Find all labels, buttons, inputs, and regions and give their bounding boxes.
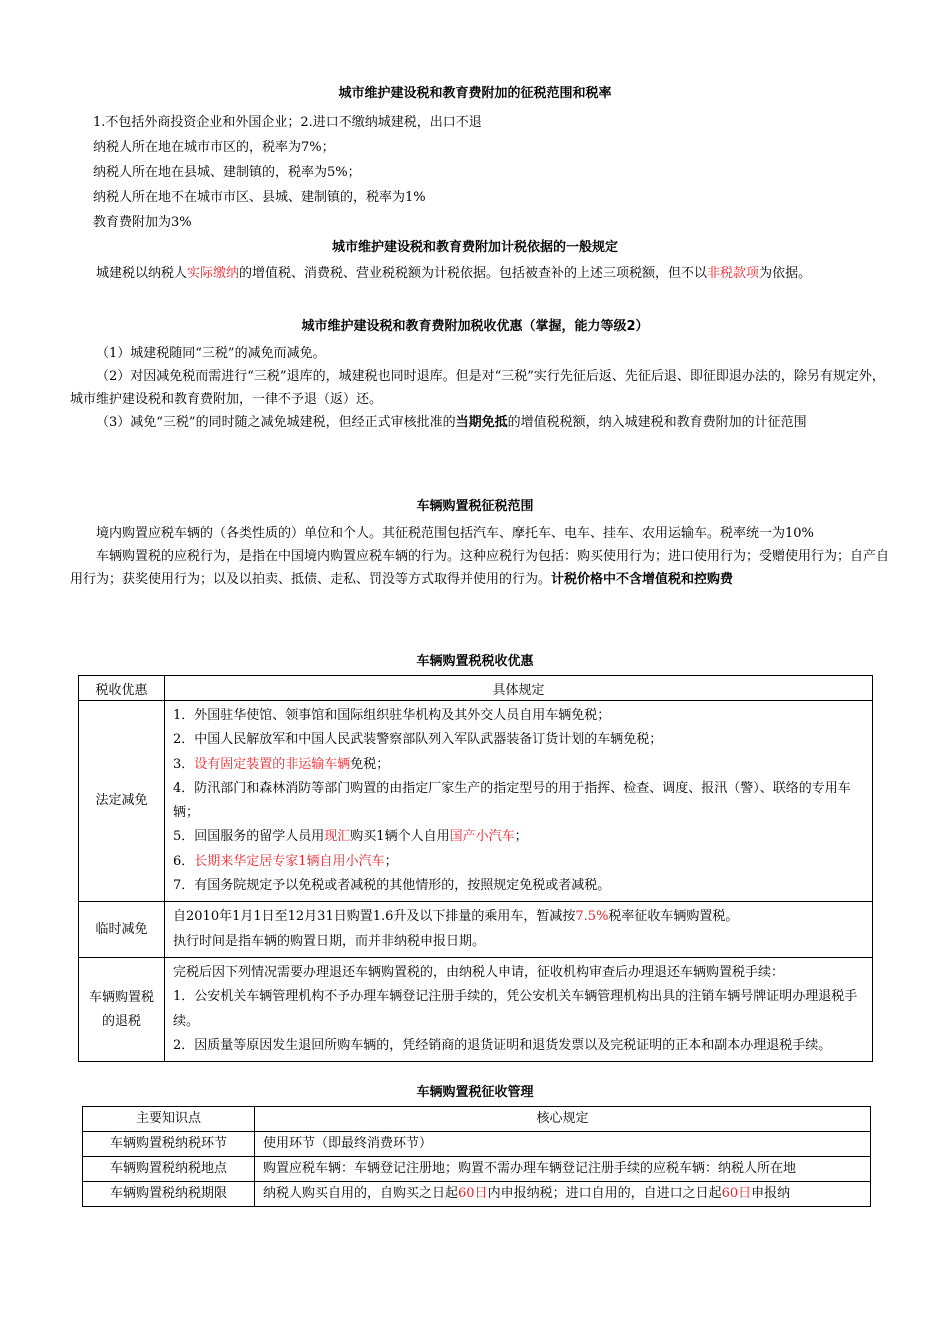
text-segment: 城建税以纳税人 — [96, 266, 188, 281]
section1-line: 纳税人所在地不在城市市区、县城、建制镇的，税率为1% — [93, 190, 426, 205]
rules-cell — [165, 902, 873, 958]
highlight-text: 长期来华定居专家1辆自用小汽车 — [194, 853, 385, 869]
text-segment: 为依据。 — [759, 266, 812, 281]
header-cell: 具体规定 — [165, 676, 873, 701]
text-segment: 使用环节（即最终消费环节） — [263, 1136, 433, 1151]
text-segment: ； — [384, 853, 398, 869]
text-segment: 车辆购置税的应税行为，是指在中国境内购置应税车辆的行为。这种应税行为包括：购买使用行为；进口使用行为；受赠使用行为；自产自用行为；获奖使用行为；以及以拍卖、抵债、走私、罚没等方式取得并使用的行为。 — [70, 549, 890, 587]
section1-line: 1.不包括外商投资企业和外国企业；2.进口不缴纳城建税，出口不退 — [93, 115, 482, 130]
highlight-text: 60日 — [721, 1186, 752, 1201]
rule-item — [173, 850, 864, 874]
section3-items — [70, 342, 890, 434]
text-segment: 申报纳 — [751, 1186, 791, 1201]
section4-title: 车辆购置税征税范围 — [416, 499, 534, 514]
text-segment: 购买1辆个人自用 — [350, 829, 450, 845]
value-cell — [255, 1157, 871, 1182]
text-segment: 执行时间是指车辆的购置日期，而并非纳税申报日期。 — [173, 933, 486, 949]
table-row — [79, 902, 873, 958]
section2-title: 城市维护建设税和教育费附加计税依据的一般规定 — [331, 240, 618, 255]
text-segment: （3）减免“三税”的同时随之减免城建税，但经正式审核批准的 — [96, 415, 456, 430]
table1-title: 车辆购置税税收优惠 — [416, 654, 534, 669]
section3-item — [70, 411, 890, 434]
section1-title: 城市维护建设税和教育费附加的征税范围和税率 — [338, 86, 612, 101]
text-segment: 6． — [173, 853, 195, 869]
rule-item — [173, 961, 864, 985]
text-segment: 5．回国服务的留学人员用 — [173, 829, 325, 845]
rule-item — [173, 704, 864, 728]
text-segment: 的增值税、消费税、营业税税额为计税依据。包括被查补的上述三项税额，但不以 — [239, 266, 708, 281]
text-segment: 完税后因下列情况需要办理退还车辆购置税的，由纳税人申请，征收机构审查后办理退还车辆购置税手续： — [173, 964, 785, 980]
table-row — [79, 957, 873, 1061]
key-cell: 车辆购置税纳税地点 — [83, 1157, 255, 1182]
highlight-text: 实际缴纳 — [187, 266, 240, 281]
highlight-text: 7.5% — [575, 909, 609, 925]
text-segment: 3． — [173, 756, 195, 772]
section2-text — [70, 262, 890, 285]
section4-paragraph — [70, 545, 890, 591]
category-cell: 临时减免 — [79, 902, 165, 958]
text-segment: 内申报纳税；进口自用的，自进口之日起 — [487, 1186, 722, 1201]
category-cell: 车辆购置税的退税 — [79, 957, 165, 1061]
highlight-text: 60日 — [458, 1186, 488, 1201]
rule-item — [173, 1034, 864, 1058]
table-row — [83, 1132, 871, 1157]
table-row — [79, 701, 873, 902]
section3-title: 城市维护建设税和教育费附加税收优惠（掌握，能力等级2） — [301, 319, 649, 334]
tax-incentive-table — [78, 675, 873, 1062]
section1-line: 纳税人所在地在城市市区的，税率为7%； — [93, 140, 335, 155]
text-segment: 2．因质量等原因发生退回所购车辆的，凭经销商的退货证明和退货发票以及完税证明的正本和副本办理退税手续。 — [173, 1037, 832, 1053]
text-segment: 购置应税车辆：车辆登记注册地；购置不需办理车辆登记注册手续的应税车辆：纳税人所在地 — [263, 1161, 797, 1176]
emphasis-text: 当期免抵 — [455, 415, 508, 430]
header-cell: 税收优惠 — [79, 676, 165, 701]
table-row — [83, 1157, 871, 1182]
highlight-text: 设有固定装置的非运输车辆 — [194, 756, 351, 772]
section3-item — [70, 342, 890, 365]
text-segment: 7．有国务院规定予以免税或者减税的其他情形的，按照规定免税或者减税。 — [173, 878, 611, 894]
highlight-text: 国产小汽车 — [449, 829, 515, 845]
category-cell: 法定减免 — [79, 701, 165, 902]
table-header-row — [83, 1107, 871, 1132]
section2-paragraph — [70, 262, 890, 285]
highlight-text: 非税款项 — [707, 266, 760, 281]
text-segment: 2．中国人民解放军和中国人民武装警察部队列入军队武器装备订货计划的车辆免税； — [173, 732, 663, 748]
section3-item — [70, 365, 890, 411]
table2-title: 车辆购置税征收管理 — [416, 1085, 534, 1100]
rule-item — [173, 930, 864, 954]
table-header-row — [79, 676, 873, 701]
key-cell: 车辆购置税纳税环节 — [83, 1132, 255, 1157]
section4-paragraphs — [70, 522, 890, 591]
value-cell — [255, 1182, 871, 1207]
rule-item — [173, 985, 864, 1034]
text-segment: （1）城建税随同“三税”的减免而减免。 — [96, 346, 326, 361]
text-segment: 1．外国驻华使馆、领事馆和国际组织驻华机构及其外交人员自用车辆免税； — [173, 708, 611, 723]
rules-cell — [165, 701, 873, 902]
section4-paragraph — [70, 522, 890, 545]
text-segment: 免税； — [350, 756, 390, 772]
emphasis-text: 计税价格中不含增值税和控购费 — [551, 572, 734, 587]
rule-item — [173, 874, 864, 898]
header-cell: 核心规定 — [255, 1107, 871, 1132]
section1-line: 教育费附加为3% — [93, 215, 192, 230]
highlight-text: 现汇 — [324, 829, 351, 845]
text-segment: ； — [514, 829, 528, 845]
text-segment: 自2010年1月1日至12月31日购置1.6升及以下排量的乘用车，暂减按 — [173, 909, 576, 925]
text-segment: 的增值税税额，纳入城建税和教育费附加的计征范围 — [507, 415, 807, 430]
text-segment: 纳税人购买自用的，自购买之日起 — [263, 1186, 459, 1201]
rule-item — [173, 905, 864, 929]
key-cell: 车辆购置税纳税期限 — [83, 1182, 255, 1207]
collection-management-table — [82, 1106, 871, 1207]
rule-item — [173, 777, 864, 826]
rule-item — [173, 825, 864, 849]
rule-item — [173, 753, 864, 777]
rules-cell — [165, 957, 873, 1061]
text-segment: （2）对因减免税而需进行“三税”退库的，城建税也同时退库。但是对“三税”实行先征后返、先征后退、即征即退办法的，除另有规定外，城市维护建设税和教育费附加，一律不予退（返）还。 — [70, 369, 885, 407]
value-cell — [255, 1132, 871, 1157]
text-segment: 税率征收车辆购置税。 — [608, 909, 739, 925]
text-segment: 1．公安机关车辆管理机构不予办理车辆登记注册手续的，凭公安机关车辆管理机构出具的注销车辆号牌证明办理退税手续。 — [173, 989, 858, 1029]
text-segment: 4．防汛部门和森林消防等部门购置的由指定厂家生产的指定型号的用于指挥、检查、调度、报汛（警）、联络的专用车辆； — [173, 780, 851, 821]
rule-item — [173, 728, 864, 752]
section1-line: 纳税人所在地在县城、建制镇的，税率为5%； — [93, 165, 361, 180]
header-cell: 主要知识点 — [83, 1107, 255, 1132]
table-row — [83, 1182, 871, 1207]
text-segment: 境内购置应税车辆的（各类性质的）单位和个人。其征税范围包括汽车、摩托车、电车、挂车、农用运输车。税率统一为10% — [96, 526, 814, 541]
